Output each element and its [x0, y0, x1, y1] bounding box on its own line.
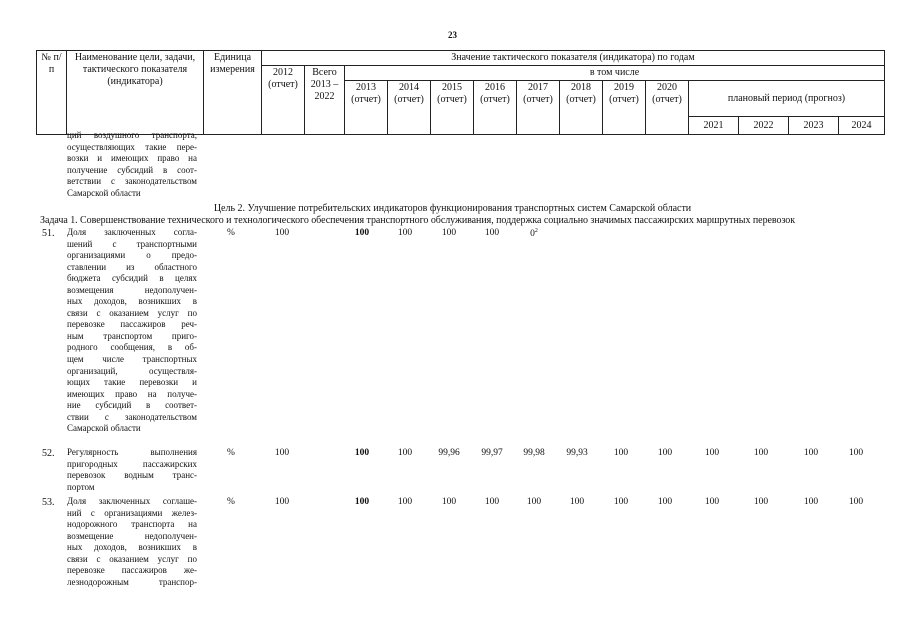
- year-label: 2014: [399, 82, 419, 93]
- desc-line: Доля заключенных согла-: [67, 227, 197, 237]
- value-cell: 100: [753, 448, 769, 458]
- year-header: [560, 81, 603, 135]
- value-cell: 0: [530, 229, 535, 240]
- desc-line: лезнодорожным транспор-: [67, 576, 197, 587]
- header-table: [36, 50, 885, 135]
- year-header: [388, 81, 431, 135]
- unit-cell: %: [227, 448, 235, 458]
- value-cell: 100: [441, 228, 457, 238]
- desc-line: Доля заключенных соглаше-: [67, 496, 197, 506]
- plan-year-header: 2022: [739, 117, 789, 135]
- year-label: 2017: [528, 82, 548, 93]
- value-cell: 99,96: [438, 448, 460, 458]
- year-label: 2020: [657, 82, 677, 93]
- desc-line: щем числе транспортных: [67, 354, 197, 365]
- value-cell: 100: [753, 497, 769, 507]
- desc-line: связи с оказанием услуг по: [67, 307, 197, 318]
- value-cell: 100: [613, 448, 629, 458]
- otchet-label: (отчет): [480, 94, 510, 105]
- value-cell: 100: [484, 228, 500, 238]
- year-header: [345, 81, 388, 135]
- otchet-label: (отчет): [437, 94, 467, 105]
- desc-line: ставлении из областного: [67, 261, 197, 272]
- year-header: [646, 81, 689, 135]
- year-header: [517, 81, 560, 135]
- desc-line: шений с транспортными: [67, 238, 197, 249]
- desc-line: получение субсидий в соот-: [67, 164, 197, 175]
- value-cell: 100: [704, 448, 720, 458]
- desc-line: перевозке пассажиров реч-: [67, 319, 197, 330]
- goal-title: Цель 2. Улучшение потребительских индикаторов функционирования транспортных систем Самарской области: [213, 203, 692, 214]
- value-2012: 100: [274, 228, 290, 238]
- year-label: 2015: [442, 82, 462, 93]
- value-cell: 100: [803, 497, 819, 507]
- desc-line: ний с организациями желез-: [67, 507, 197, 518]
- continuation-text: [67, 130, 197, 199]
- unit-cell: %: [227, 497, 235, 507]
- desc-line: ствии с законодательством: [67, 411, 197, 422]
- desc-line: имеющих право на получе-: [67, 388, 197, 399]
- value-cell: 100: [704, 497, 720, 507]
- value-cell: 100: [657, 448, 673, 458]
- row-description: [67, 227, 197, 435]
- year-header: [431, 81, 474, 135]
- value-cell: 100: [397, 448, 413, 458]
- value-2012: 100: [274, 497, 290, 507]
- otchet-label: (отчет): [652, 94, 682, 105]
- desc-line: возки и имеющих право на: [67, 153, 197, 164]
- value-2012: 100: [274, 448, 290, 458]
- desc-line: осуществляющих такие пере-: [67, 141, 197, 152]
- col-unit-header: Единица измерения: [204, 51, 262, 135]
- values-title: Значение тактического показателя (индикатора) по годам: [262, 51, 885, 66]
- otchet-label: (отчет): [394, 94, 424, 105]
- desc-line: нодорожного транспорта на: [67, 519, 197, 530]
- value-cell: 100: [526, 497, 542, 507]
- value-total: 100: [354, 228, 370, 238]
- total-label-a: Всего: [312, 67, 337, 78]
- year-header: [603, 81, 646, 135]
- total-label-b: 2013 –: [310, 79, 339, 90]
- desc-line: портом: [67, 481, 95, 492]
- value-cell: 100: [441, 497, 457, 507]
- total-label-c: 2022: [314, 91, 335, 102]
- value-total: 100: [354, 497, 370, 507]
- year-label: 2016: [485, 82, 505, 93]
- value-cell: 100: [397, 228, 413, 238]
- desc-line: Регулярность выполнения: [67, 447, 197, 457]
- plan-year-header: 2024: [839, 117, 885, 135]
- year-label: 2018: [571, 82, 591, 93]
- desc-line: возмещение недополучен-: [67, 530, 197, 541]
- desc-line: ние субсидий в соответ-: [67, 400, 197, 411]
- footnote-mark: 2: [534, 228, 538, 234]
- desc-line: ных доходов, возникших в: [67, 542, 197, 553]
- in-total-header: в том числе: [345, 66, 885, 81]
- desc-line: Самарской области: [67, 423, 141, 434]
- desc-line: перевозке пассажиров же-: [67, 565, 197, 576]
- total-header: [305, 66, 345, 135]
- desc-line: ным транспортом приго-: [67, 330, 197, 341]
- otchet-label: (отчет): [566, 94, 596, 105]
- desc-line: возмещения недополучен-: [67, 284, 197, 295]
- year-2012: 2012: [273, 67, 293, 78]
- year-header: [474, 81, 517, 135]
- year-label: 2013: [356, 82, 376, 93]
- value-cell-with-footnote: [514, 228, 554, 239]
- value-cell: 100: [848, 448, 864, 458]
- value-cell: 100: [569, 497, 585, 507]
- plan-year-header: 2021: [689, 117, 739, 135]
- row-number: 51.: [42, 228, 55, 239]
- value-cell: 100: [803, 448, 819, 458]
- otchet-label: (отчет): [609, 94, 639, 105]
- value-cell: 100: [657, 497, 673, 507]
- task-title: Задача 1. Совершенствование технического и технологического обеспечения транспортного обслуживания, поддержка социально значимых пассажирских маршрутных перевозок: [40, 215, 796, 226]
- desc-line: связи с оказанием услуг по: [67, 553, 197, 564]
- desc-line: перевозок водным транс-: [67, 470, 197, 481]
- desc-line: Самарской области: [67, 187, 141, 198]
- otchet-label: (отчет): [523, 94, 553, 105]
- col-name-header: Наименование цели, задачи, тактического показателя (индикатора): [67, 51, 204, 135]
- row-description: [67, 447, 197, 493]
- plan-year-header: 2023: [789, 117, 839, 135]
- value-cell: 100: [397, 497, 413, 507]
- desc-line: ветствии с законодательством: [67, 176, 197, 187]
- unit-cell: %: [227, 228, 235, 238]
- desc-line: организациями о предо-: [67, 250, 197, 261]
- planned-period-header: плановый период (прогноз): [689, 81, 885, 117]
- desc-line: родного сообщения, в об-: [67, 342, 197, 353]
- row-number: 52.: [42, 448, 55, 459]
- value-cell: 100: [484, 497, 500, 507]
- desc-line: ных доходов, возникших в: [67, 296, 197, 307]
- year-2012-header: [262, 66, 305, 135]
- value-cell: 99,93: [566, 448, 588, 458]
- otchet-label: (отчет): [268, 79, 298, 90]
- desc-line: бюджета субсидий в целях: [67, 273, 197, 284]
- value-total: 100: [354, 448, 370, 458]
- value-cell: 99,98: [523, 448, 545, 458]
- otchet-label: (отчет): [351, 94, 381, 105]
- desc-line: ющих такие перевозки и: [67, 377, 197, 388]
- col-number-header: № п/п: [37, 51, 67, 135]
- year-label: 2019: [614, 82, 634, 93]
- value-cell: 100: [613, 497, 629, 507]
- value-cell: 100: [848, 497, 864, 507]
- desc-line: ций воздушного транспорта,: [67, 130, 197, 140]
- row-description: [67, 496, 197, 588]
- page-number: 23: [448, 30, 457, 40]
- desc-line: пригородных пассажирских: [67, 458, 197, 469]
- desc-line: организаций, осуществля-: [67, 365, 197, 376]
- row-number: 53.: [42, 497, 55, 508]
- value-cell: 99,97: [481, 448, 503, 458]
